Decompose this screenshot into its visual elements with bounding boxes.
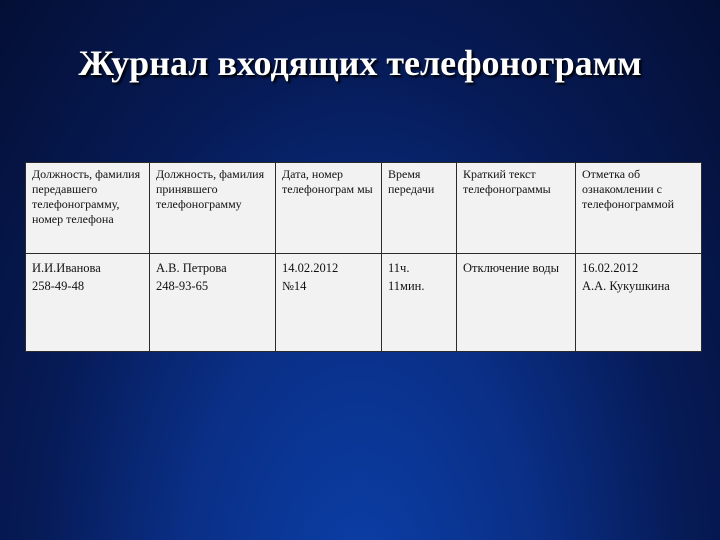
ack-date: 16.02.2012 [582, 261, 639, 275]
header-date-number: Дата, номер телефонограм мы [276, 163, 382, 254]
header-acknowledgement: Отметка об ознакомлении с телефонограммой [576, 163, 702, 254]
header-sender: Должность, фамилия передавшего телефонограмму, номер телефона [26, 163, 150, 254]
telephonogram-date: 14.02.2012 [282, 261, 339, 275]
receiver-phone: 248-93-65 [156, 279, 209, 293]
sender-phone: 258-49-48 [32, 279, 85, 293]
header-receiver: Должность, фамилия принявшего телефонограмму [150, 163, 276, 254]
telephonogram-journal-table [25, 162, 702, 352]
header-time: Время передачи [382, 163, 457, 254]
header-text: Краткий текст телефонограммы [457, 163, 576, 254]
time-minutes: 11мин. [388, 279, 425, 293]
cell-date-number [276, 254, 382, 352]
cell-acknowledgement [576, 254, 702, 352]
cell-text: Отключение воды [457, 254, 576, 352]
sender-name: И.И.Иванова [32, 261, 101, 275]
cell-receiver [150, 254, 276, 352]
time-hours: 11ч. [388, 261, 410, 275]
slide-title: Журнал входящих телефонограмм [78, 43, 642, 83]
cell-sender [26, 254, 150, 352]
telephonogram-number: №14 [282, 279, 307, 293]
cell-time [382, 254, 457, 352]
receiver-name: А.В. Петрова [156, 261, 227, 275]
ack-name: А.А. Кукушкина [582, 279, 670, 293]
table-header-row [26, 163, 702, 254]
table-row [26, 254, 702, 352]
